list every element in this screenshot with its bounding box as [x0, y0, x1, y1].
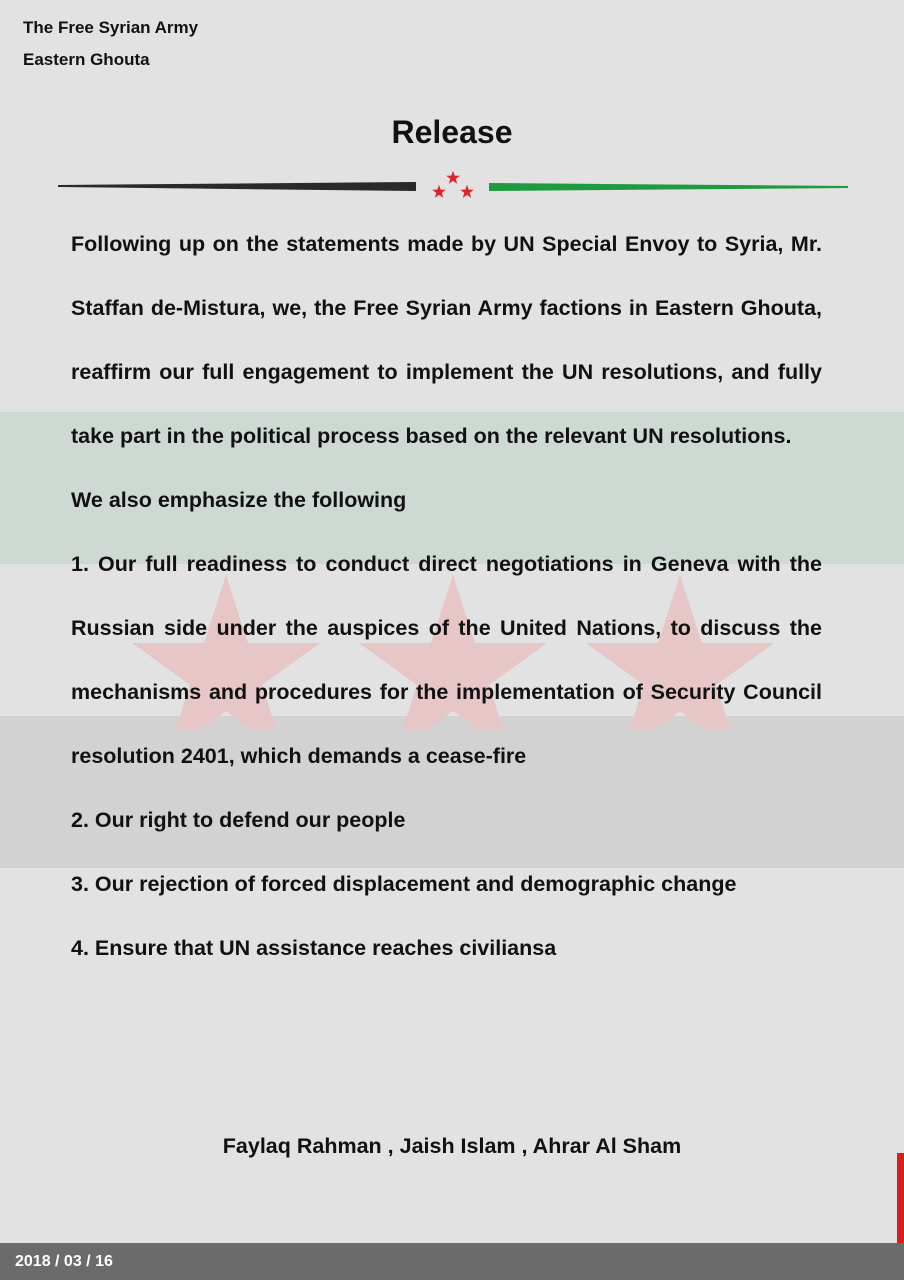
release-date: 2018 / 03 / 16	[15, 1253, 113, 1270]
page-title: Release	[391, 114, 513, 150]
signatories: Faylaq Rahman , Jaish Islam , Ahrar Al Sham	[222, 1134, 682, 1158]
list-item: 1. Our full readiness to conduct direct negotiations in Geneva with the Russian side under the auspices of the United Nations, to discuss the mechanisms and procedures for the implementation of Security Council resolution 2401, which demands a cease-fire	[71, 552, 822, 768]
list-item: 4. Ensure that UN assistance reaches civiliansa	[71, 936, 557, 960]
org-name: The Free Syrian Army	[23, 18, 199, 37]
red-star-icon	[432, 185, 446, 198]
red-star-icon	[460, 185, 474, 198]
intro-paragraph: Following up on the statements made by UN Special Envoy to Syria, Mr. Staffan de-Mistura, we, the Free Syrian Army factions in Eastern Ghouta, reaffirm our full engagement to implement the UN resolutions, and fully take part in the political process based on the relevant UN resolutions.	[71, 232, 822, 448]
title-divider	[58, 168, 848, 202]
release-body	[71, 212, 822, 980]
org-region: Eastern Ghouta	[23, 50, 150, 69]
emphasis-line: We also emphasize the following	[71, 488, 407, 512]
footer-bar	[0, 1243, 904, 1280]
divider-black-line	[58, 182, 416, 191]
list-item: 3. Our rejection of forced displacement and demographic change	[71, 872, 737, 896]
red-star-icon	[446, 171, 460, 184]
list-item: 2. Our right to defend our people	[71, 808, 406, 832]
divider-green-line	[489, 183, 848, 191]
